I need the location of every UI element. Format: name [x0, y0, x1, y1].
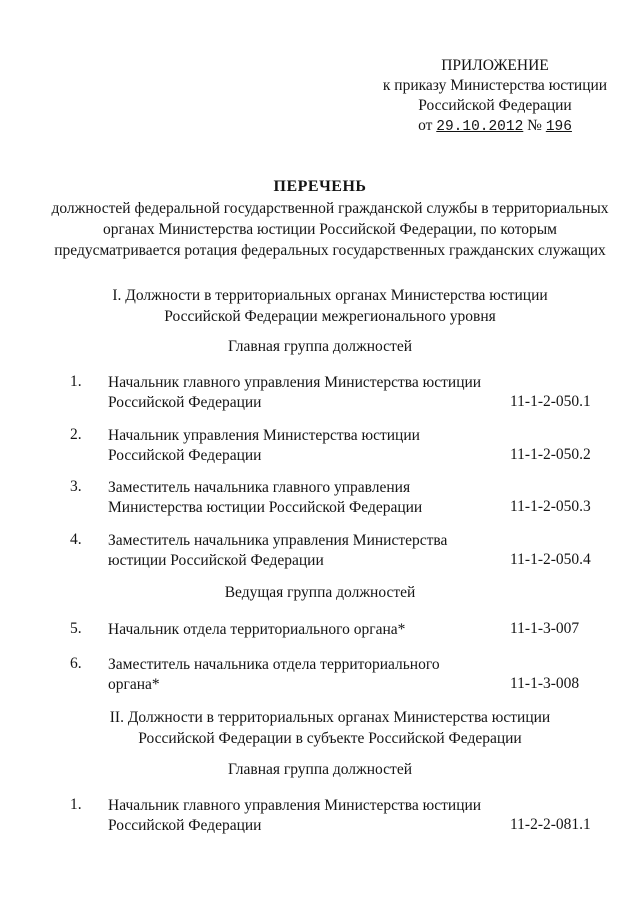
order-number: 196 — [545, 119, 572, 135]
item-number: 5. — [70, 620, 82, 637]
section-heading-line-1: II. Должности в территориальных органах Министерства юстиции — [109, 709, 551, 726]
group-heading: Главная группа должностей — [227, 761, 413, 778]
item-number: 1. — [70, 796, 82, 813]
section-heading-line-2: Российской Федерации межрегионального уровня — [164, 308, 496, 325]
number-prefix: № — [527, 117, 542, 134]
item-title — [108, 620, 488, 640]
item-title-line-1: Начальник главного управления Министерства юстиции — [108, 797, 482, 814]
item-title-line-2: юстиции Российской Федерации — [108, 552, 324, 569]
item-title — [108, 531, 488, 571]
item-title — [108, 426, 488, 466]
appendix-line-1: к приказу Министерства юстиции — [382, 77, 608, 94]
group-heading: Главная группа должностей — [227, 338, 413, 355]
item-title-line-1: Начальник управления Министерства юстиции — [108, 427, 420, 444]
section-heading — [30, 285, 630, 327]
item-title — [108, 373, 488, 413]
item-title — [108, 655, 488, 695]
item-number: 4. — [70, 531, 82, 548]
item-title-line-1: Заместитель начальника отдела территориального — [108, 656, 440, 673]
item-title-line-2: Российской Федерации — [108, 394, 262, 411]
item-title-line-2: Российской Федерации — [108, 447, 262, 464]
order-date: 29.10.2012 — [436, 119, 524, 135]
document-title: ПЕРЕЧЕНЬ — [273, 178, 367, 195]
item-code: 11-1-2-050.4 — [510, 551, 591, 568]
item-code: 11-1-2-050.2 — [510, 446, 591, 463]
item-code: 11-2-2-081.1 — [510, 816, 591, 833]
item-number: 1. — [70, 373, 82, 390]
item-title — [108, 796, 488, 836]
section-heading-line-1: I. Должности в территориальных органах Министерства юстиции — [112, 287, 548, 304]
item-code: 11-1-3-007 — [510, 620, 580, 637]
appendix-heading: ПРИЛОЖЕНИЕ — [441, 57, 549, 74]
item-title-line-1: Начальник отдела территориального органа* — [108, 621, 406, 638]
appendix-line-2: Российской Федерации — [418, 97, 572, 114]
document-subtitle: должностей федеральной государственной гражданской службы в территориальных органах Министерства юстиции Российской Федерации, по которым предусматривается ротация федеральных государственных гражданских служащих — [51, 200, 609, 259]
item-title-line-1: Заместитель начальника управления Министерства — [108, 532, 448, 549]
item-title — [108, 478, 488, 518]
item-title-line-2: органа* — [108, 676, 160, 693]
item-title-line-1: Начальник главного управления Министерства юстиции — [108, 374, 482, 391]
item-number: 2. — [70, 426, 82, 443]
item-title-line-2: Министерства юстиции Российской Федерации — [108, 499, 423, 516]
item-number: 6. — [70, 655, 82, 672]
date-prefix: от — [418, 117, 433, 134]
section-heading-line-2: Российской Федерации в субъекте Российской Федерации — [138, 730, 522, 747]
item-number: 3. — [70, 478, 82, 495]
appendix-date-line — [360, 116, 630, 137]
section-heading — [30, 707, 630, 749]
item-code: 11-1-3-008 — [510, 675, 580, 692]
group-heading: Ведущая группа должностей — [224, 584, 416, 601]
item-code: 11-1-2-050.1 — [510, 393, 591, 410]
item-code: 11-1-2-050.3 — [510, 498, 591, 515]
appendix-block — [360, 56, 630, 137]
item-title-line-2: Российской Федерации — [108, 817, 262, 834]
item-title-line-1: Заместитель начальника главного управления — [108, 479, 411, 496]
